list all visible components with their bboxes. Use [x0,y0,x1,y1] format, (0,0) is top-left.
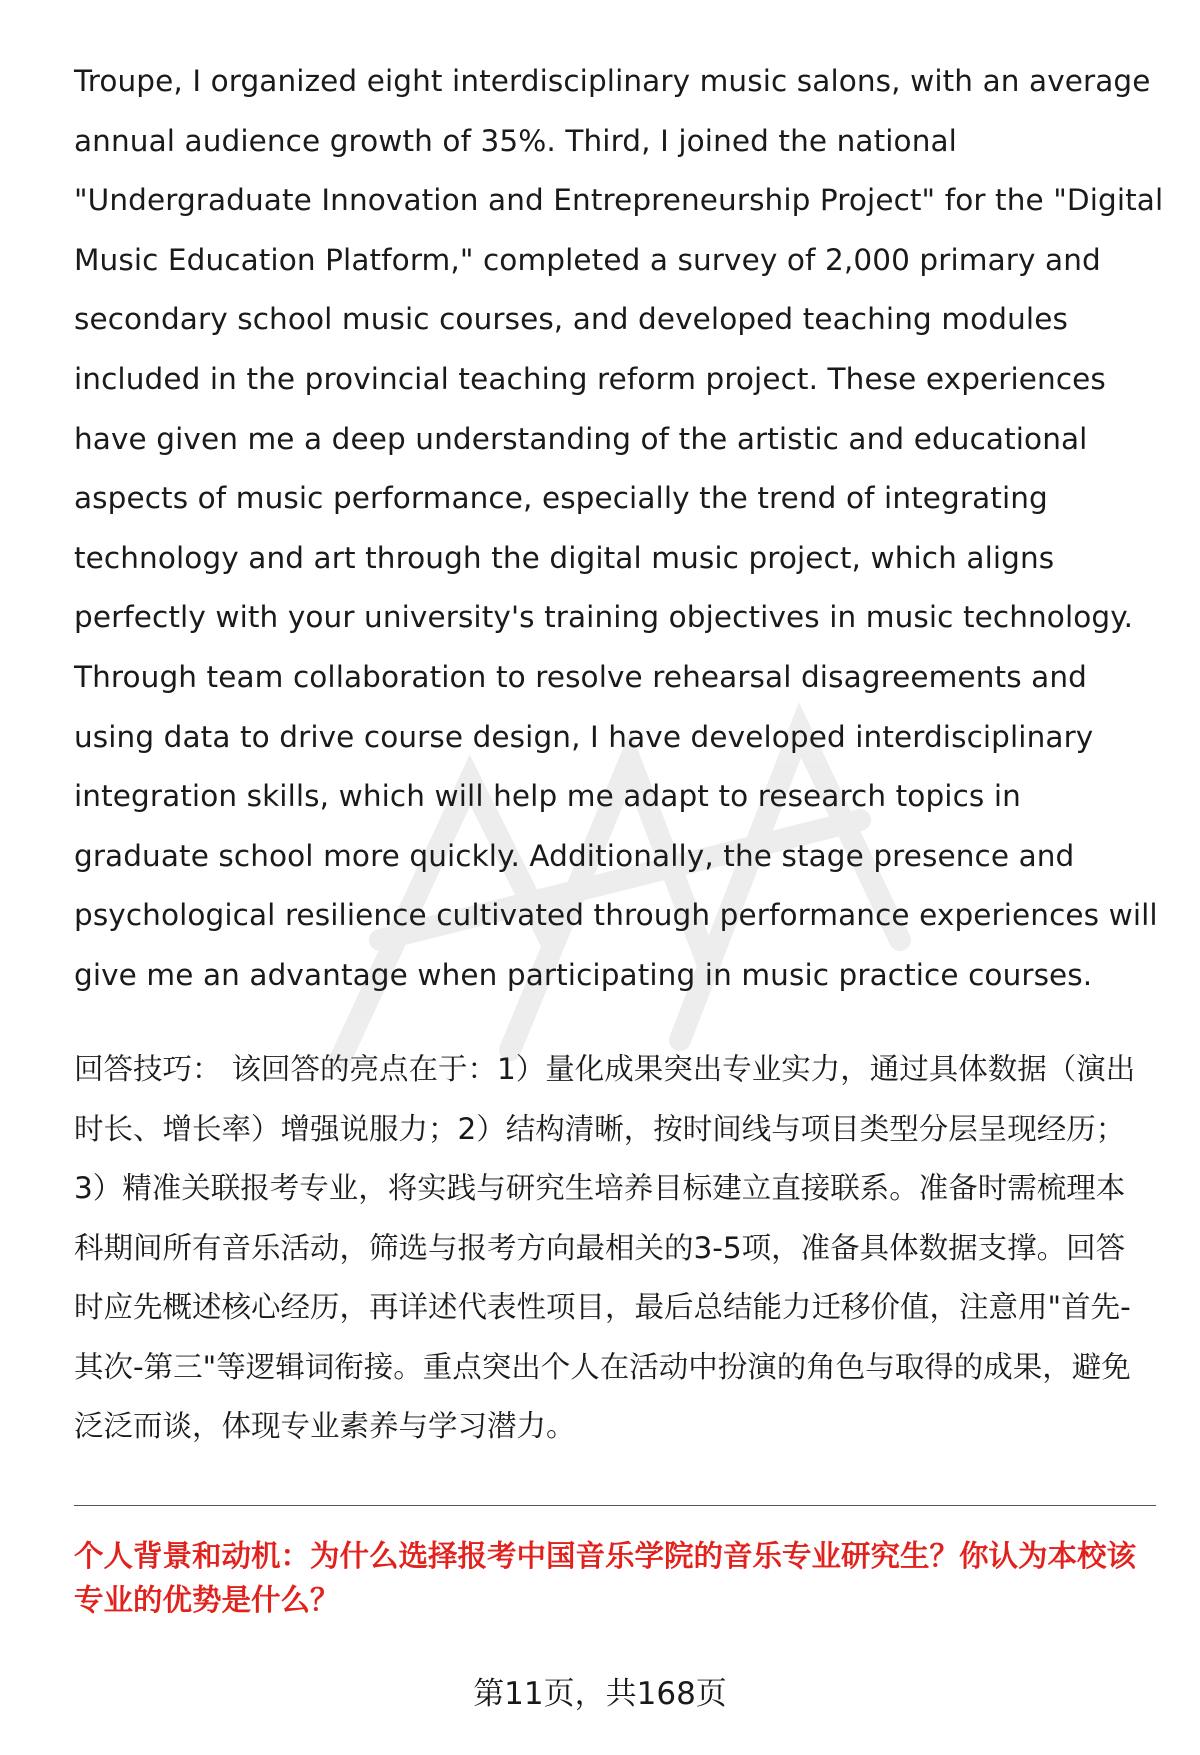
answer-tips [74,1040,1144,1457]
section-divider [74,1505,1156,1506]
tips-text: 该回答的亮点在于：1）量化成果突出专业实力，通过具体数据（演出时长、增长率）增强说服力；2）结构清晰，按时间线与项目类型分层呈现经历；3）精准关联报考专业，将实践与研究生培养目标建立直接联系。准备时需梳理本科期间所有音乐活动，筛选与报考方向最相关的3-5项，准备具体数据支撑。回答时应先概述核心经历，再详述代表性项目，最后总结能力迁移价值，注意用"首先-其次-第三"等逻辑词衔接。重点突出个人在活动中扮演的角色与取得的成果，避免泛泛而谈，体现专业素养与学习潜力。 [74,1052,1136,1443]
answer-paragraph: Troupe, I organized eight interdisciplinary music salons, with an average annual audience growth of 35%. Third, I joined the national "Undergraduate Innovation and Entrepreneurship Project" for the "Digital Music Education Platform," completed a survey of 2,000 primary and secondary school music courses, and developed teaching modules included in the provincial teaching reform project. These experiences have given me a deep understanding of the artistic and educational aspects of music performance, especially the trend of integrating technology and art through the digital music project, which aligns perfectly with your university's training objectives in music technology. Through team collaboration to resolve rehearsal disagreements and using data to drive course design, I have developed interdisciplinary integration skills, which will help me adapt to research topics in graduate school more quickly. Additionally, the stage presence and psychological resilience cultivated through performance experiences will give me an advantage when participating in music practice courses. [74,64,1164,992]
tips-label: 回答技巧： [74,1052,222,1086]
page-number-footer: 第11页，共168页 [473,1676,727,1712]
next-question-heading: 个人背景和动机：为什么选择报考中国音乐学院的音乐专业研究生？你认为本校该专业的优势是什么？ [74,1539,1137,1617]
